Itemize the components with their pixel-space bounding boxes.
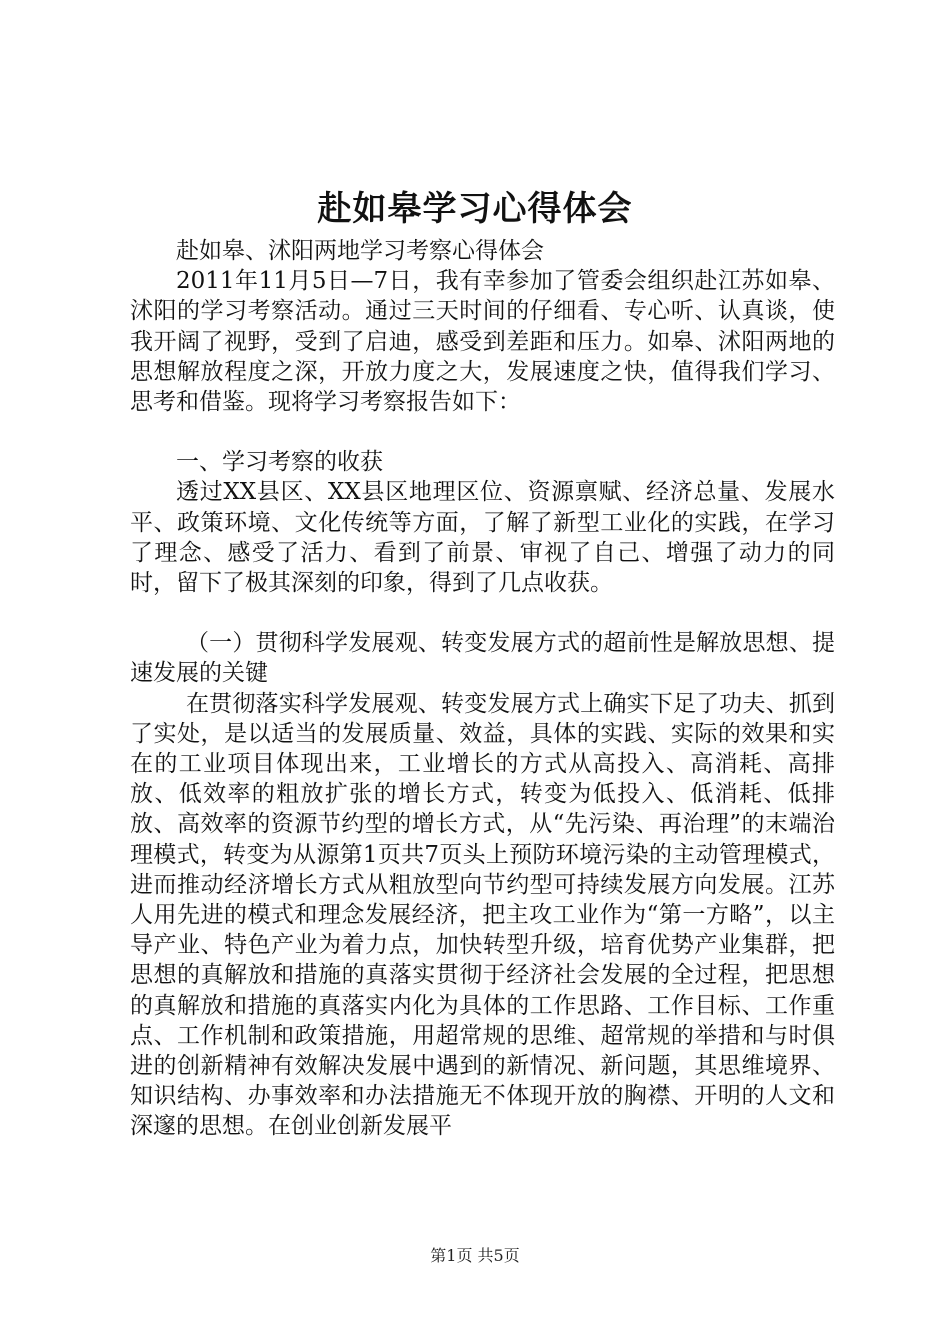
paragraph-gap (130, 598, 835, 628)
subsection-heading: （一）贯彻科学发展观、转变发展方式的超前性是解放思想、提速发展的关键 (130, 630, 835, 687)
section-heading: 一、学习考察的收获 (176, 449, 383, 476)
document-title: 赴如皋学习心得体会 (317, 189, 633, 229)
paragraph-gap (130, 417, 835, 447)
intro-paragraph: 2011年11月5日—7日，我有幸参加了管委会组织赴江苏如皋、沭阳的学习考察活动。通过三天时间的仔细看、专心听、认真谈，使我开阔了视野，受到了启迪，感受到差距和压力。如皋、沭阳两地的思想解放程度之深，开放力度之大，发展速度之快，值得我们学习、思考和借鉴。现将学习考察报告如下： (130, 268, 835, 416)
document-subtitle: 赴如皋、沭阳两地学习考察心得体会 (176, 238, 544, 264)
page-footer: 第1页 共5页 (430, 1246, 520, 1265)
subsection-paragraph: 在贯彻落实科学发展观、转变发展方式上确实下足了功夫、抓到了实处，是以适当的发展质量、效益，具体的实践、实际的效果和实在的工业项目体现出来，工业增长的方式从高投入、高消耗、高排放、低效率的粗放扩张的增长方式，转变为低投入、低消耗、低排放、高效率的资源节约型的增长方式，从“先污染、再治理”的末端治理模式，转变为从源第1页共7页头上预防环境污染的主动管理模式，进而推动经济增长方式从粗放型向节约型可持续发展方向发展。江苏人用先进的模式和理念发展经济，把主攻工业作为“第一方略”，以主导产业、特色产业为着力点，加快转型升级，培育优势产业集群，把思想的真解放和措施的真落实贯彻于经济社会发展的全过程，把思想的真解放和措施的真落实内化为具体的工作思路、工作目标、工作重点、工作机制和政策措施，用超常规的思维、超常规的举措和与时俱进的创新精神有效解决发展中遇到的新情况、新问题，其思维境界、知识结构、办事效率和办法措施无不体现开放的胸襟、开明的人文和深邃的思想。在创业创新发展平 (130, 690, 835, 1140)
section-paragraph: 透过XX县区、XX县区地理区位、资源禀赋、经济总量、发展水平、政策环境、文化传统等方面，了解了新型工业化的实践，在学习了理念、感受了活力、看到了前景、审视了自己、增强了动力的同时，留下了极其深刻的印象，得到了几点收获。 (130, 479, 835, 597)
document-body (130, 236, 835, 1142)
